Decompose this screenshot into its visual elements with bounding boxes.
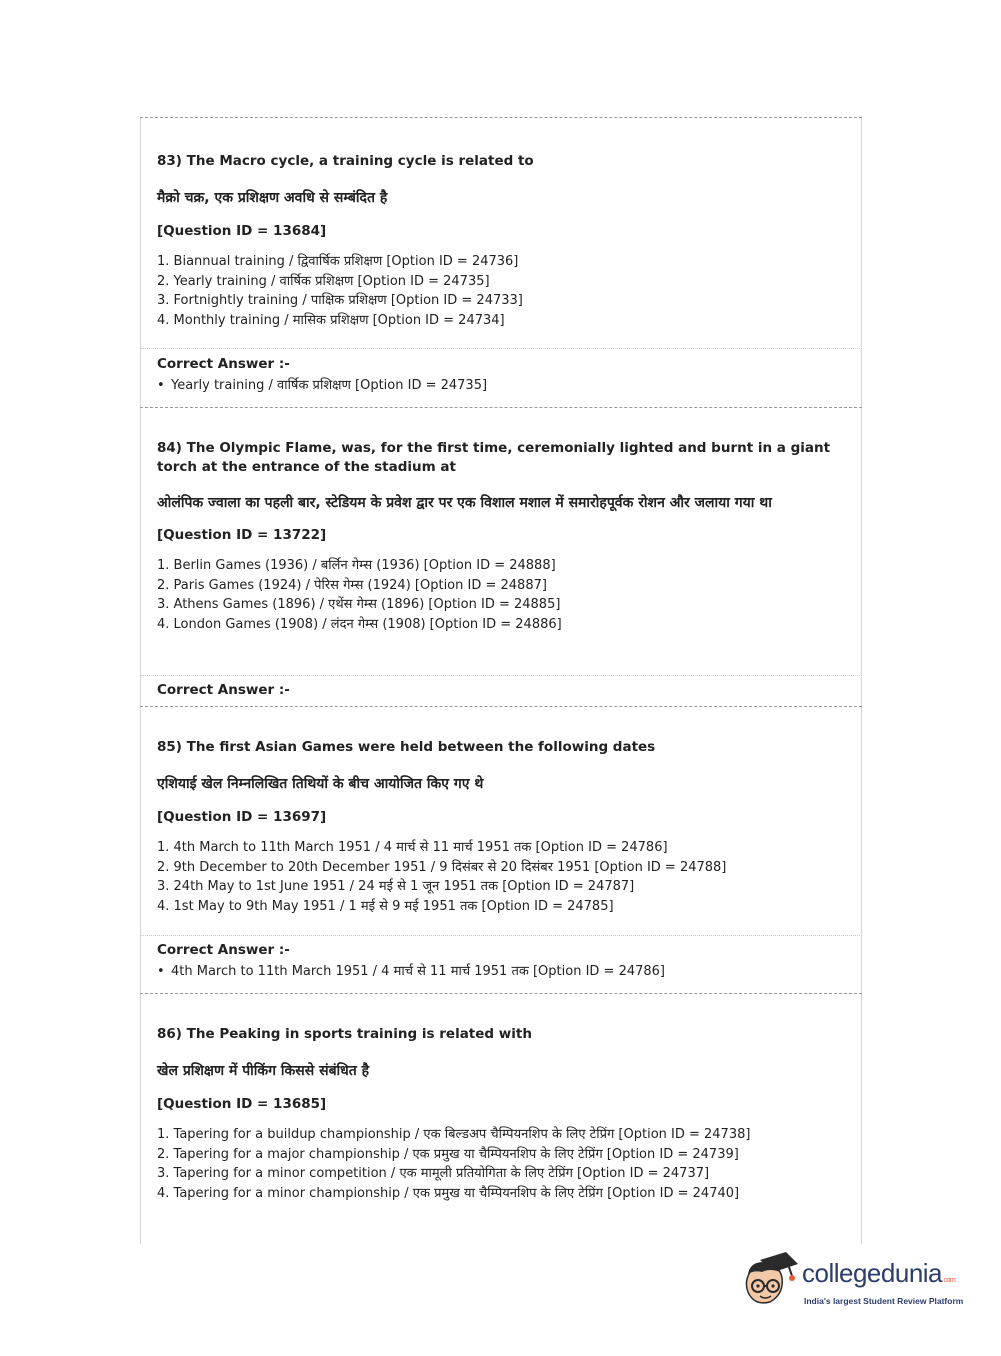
bullet-icon: •: [157, 378, 165, 393]
question-id: [Question ID = 13722]: [157, 527, 327, 543]
question-text-en: 83) The Macro cycle, a training cycle is related to: [157, 153, 534, 169]
option-item: 1. 4th March to 11th March 1951 / 4 मार्च से 11 मार्च 1951 तक [Option ID = 24786]: [157, 840, 668, 855]
correct-answer-85: [157, 942, 847, 979]
question-text-hi: एशियाई खेल निम्नलिखित तिथियों के बीच आयोजित किए गए थे: [157, 776, 484, 792]
question-85: [157, 738, 847, 916]
question-86: [157, 1025, 847, 1203]
correct-answer-84: [157, 682, 847, 698]
collegedunia-logo: [740, 1250, 970, 1320]
correct-answer-label: Correct Answer :-: [157, 682, 290, 698]
separator: [140, 348, 862, 349]
option-item: 1. Biannual training / द्विवार्षिक प्रशिक्षण [Option ID = 24736]: [157, 254, 519, 269]
options-list: [157, 1125, 847, 1203]
question-text-en: 86) The Peaking in sports training is related with: [157, 1026, 532, 1042]
correct-answer-label: Correct Answer :-: [157, 356, 290, 372]
bullet-icon: •: [157, 964, 165, 979]
question-84: [157, 439, 847, 634]
options-list: [157, 838, 847, 916]
option-item: 2. Paris Games (1924) / पेरिस गेम्स (1924) [Option ID = 24887]: [157, 577, 547, 593]
option-item: 1. Tapering for a buildup championship / एक बिल्डअप चैम्पियनशिप के लिए टेप्रिंग [Option ID = 24738]: [157, 1127, 751, 1142]
question-text-hi: ओलंपिक ज्वाला का पहली बार, स्टेडियम के प्रवेश द्वार पर एक विशाल मशाल में समारोहपूर्वक रोशन और जलाया गया था: [157, 495, 772, 511]
option-item: 1. Berlin Games (1936) / बर्लिन गेम्स (1936) [Option ID = 24888]: [157, 558, 556, 573]
option-item: 3. Athens Games (1896) / एथेंस गेम्स (1896) [Option ID = 24885]: [157, 597, 561, 612]
question-text-en: 84) The Olympic Flame, was, for the first time, ceremonially lighted and burnt in a giant torch at the entrance of the stadium at: [157, 440, 831, 475]
question-id: [Question ID = 13697]: [157, 809, 327, 825]
logo-wordmark: collegedunia.com: [802, 1258, 956, 1288]
options-list: [157, 556, 847, 634]
correct-answer-value: • Yearly training / वार्षिक प्रशिक्षण [Option ID = 24735]: [157, 378, 488, 393]
question-83: [157, 152, 847, 330]
separator: [140, 117, 862, 118]
option-item: 3. Fortnightly training / पाक्षिक प्रशिक्षण [Option ID = 24733]: [157, 293, 523, 308]
option-item: 4. Monthly training / मासिक प्रशिक्षण [Option ID = 24734]: [157, 312, 505, 328]
question-text-en: 85) The first Asian Games were held between the following dates: [157, 739, 656, 755]
question-id: [Question ID = 13684]: [157, 223, 327, 239]
separator: [140, 675, 862, 676]
option-item: 4. 1st May to 9th May 1951 / 1 मई से 9 मई 1951 तक [Option ID = 24785]: [157, 898, 614, 914]
options-list: [157, 252, 847, 330]
question-text-hi: मैक्रो चक्र, एक प्रशिक्षण अवधि से सम्बंदित है: [157, 190, 388, 206]
separator: [140, 993, 862, 994]
question-text-hi: खेल प्रशिक्षण में पीकिंग किससे संबंधित है: [157, 1063, 370, 1079]
option-item: 3. 24th May to 1st June 1951 / 24 मई से 1 जून 1951 तक [Option ID = 24787]: [157, 879, 635, 894]
correct-answer-value: • 4th March to 11th March 1951 / 4 मार्च से 11 मार्च 1951 तक [Option ID = 24786]: [157, 964, 665, 979]
option-item: 3. Tapering for a minor competition / एक मामूली प्रतियोगिता के लिए टेप्रिंग [Option ID = 24737]: [157, 1166, 710, 1181]
option-item: 2. 9th December to 20th December 1951 / 9 दिसंबर से 20 दिसंबर 1951 [Option ID = 24788]: [157, 859, 727, 875]
option-item: 2. Yearly training / वार्षिक प्रशिक्षण [Option ID = 24735]: [157, 273, 490, 289]
logo-tagline: India's largest Student Review Platform: [804, 1296, 964, 1306]
separator: [140, 407, 862, 408]
mascot-icon: [740, 1250, 800, 1312]
correct-answer-label: Correct Answer :-: [157, 942, 290, 958]
separator: [140, 935, 862, 936]
option-item: 4. Tapering for a minor championship / एक प्रमुख या चैम्पियनशिप के लिए टेप्रिंग [Option ID = 24740]: [157, 1185, 740, 1201]
option-item: 2. Tapering for a major championship / एक प्रमुख या चैम्पियनशिप के लिए टेप्रिंग [Option ID = 24739]: [157, 1146, 739, 1162]
separator: [140, 706, 862, 707]
question-id: [Question ID = 13685]: [157, 1096, 327, 1112]
correct-answer-83: [157, 356, 847, 393]
option-item: 4. London Games (1908) / लंदन गेम्स (1908) [Option ID = 24886]: [157, 616, 562, 632]
